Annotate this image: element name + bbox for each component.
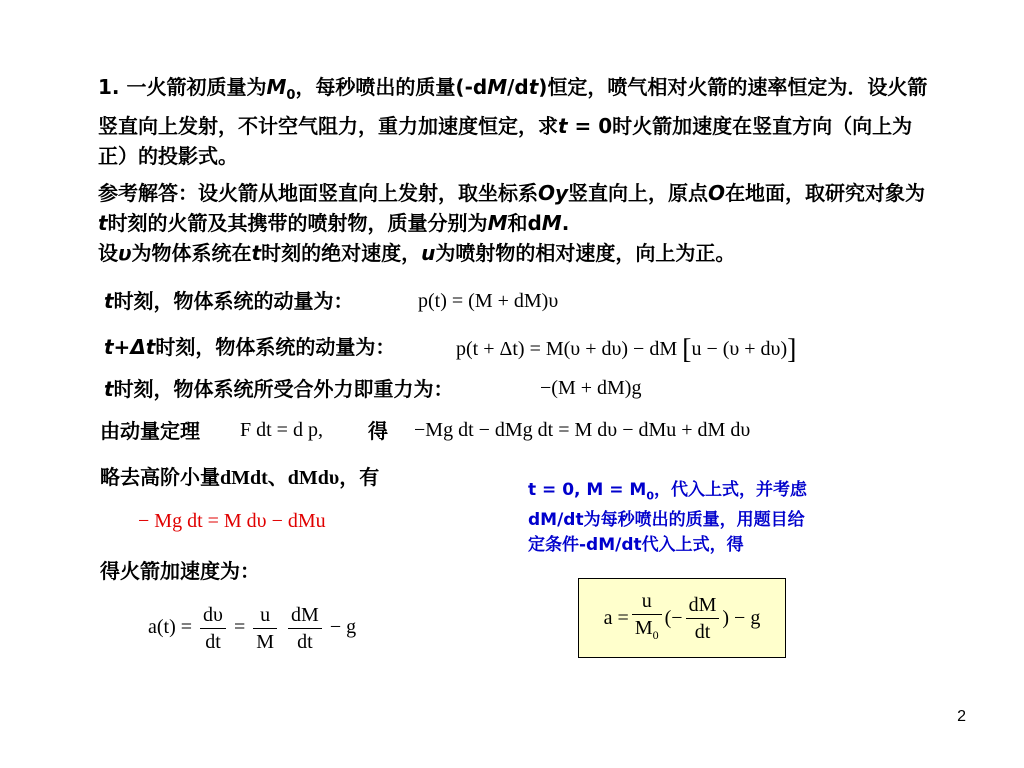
momentum-line-t: t时刻，物体系统的动量为：: [104, 289, 354, 313]
answer-paragraph: 参考解答：设火箭从地面竖直向上发射，取坐标系Oy竖直向上，原点O在地面，取研究对象为t时刻的火箭及其携带的喷射物，质量分别为M和dM. 设υ为物体系统在t时刻的绝对速度，u为喷射物的相对速度，向上为正。: [98, 181, 926, 265]
result-box: a = $\frac{u}{M_0}$ (− $\frac{dM}{dt}$ ) − g: [578, 578, 786, 658]
momentum-theorem-label: 由动量定理: [100, 419, 200, 443]
neglect-line: 略去高阶小量dMdt、dMdυ，有: [100, 465, 380, 489]
substitution-note: t = 0, $M = M_0$，代入上式，并考虑 dM/dt为每秒喷出的质量，用题目给 定条件-dM/dt代入上式，得: [528, 480, 807, 556]
page-number: 2: [957, 708, 966, 725]
momentum-line-t-dt: t+Δt时刻，物体系统的动量为：: [104, 335, 396, 359]
problem-statement: 1. 一火箭初质量为$M_0$，每秒喷出的质量(-dM/dt)恒定，喷气相对火箭的速率恒定为．设火箭竖直向上发射，不计空气阻力，重力加速度恒定，求t = 0时火箭加速度在竖直方向（向上为正）的投影式。: [98, 75, 928, 168]
momentum-formula-t: p(t) = (M + dM)υ: [418, 290, 559, 312]
expanded-formula: −Mg dt − dMg dt = M dυ − dMu + dM dυ: [414, 419, 751, 441]
simplified-formula: − Mg dt = M dυ − dMu: [138, 510, 326, 532]
gravity-formula: −(M + dM)g: [540, 377, 642, 399]
acceleration-label: 得火箭加速度为：: [100, 559, 260, 583]
acceleration-formula: a(t) = $\frac{d\upsilon}{dt}$ = $\frac{u}{M}$ $\frac{dM}{dt}$ − g: [148, 604, 357, 653]
de-label: 得: [368, 419, 388, 443]
gravity-line: t时刻，物体系统所受合外力即重力为：: [104, 377, 454, 401]
momentum-theorem-formula: F dt = d p,: [240, 419, 323, 441]
momentum-formula-t-dt: p(t + Δt) = M(υ + dυ) − dM [u − (υ + dυ)]: [456, 334, 797, 365]
